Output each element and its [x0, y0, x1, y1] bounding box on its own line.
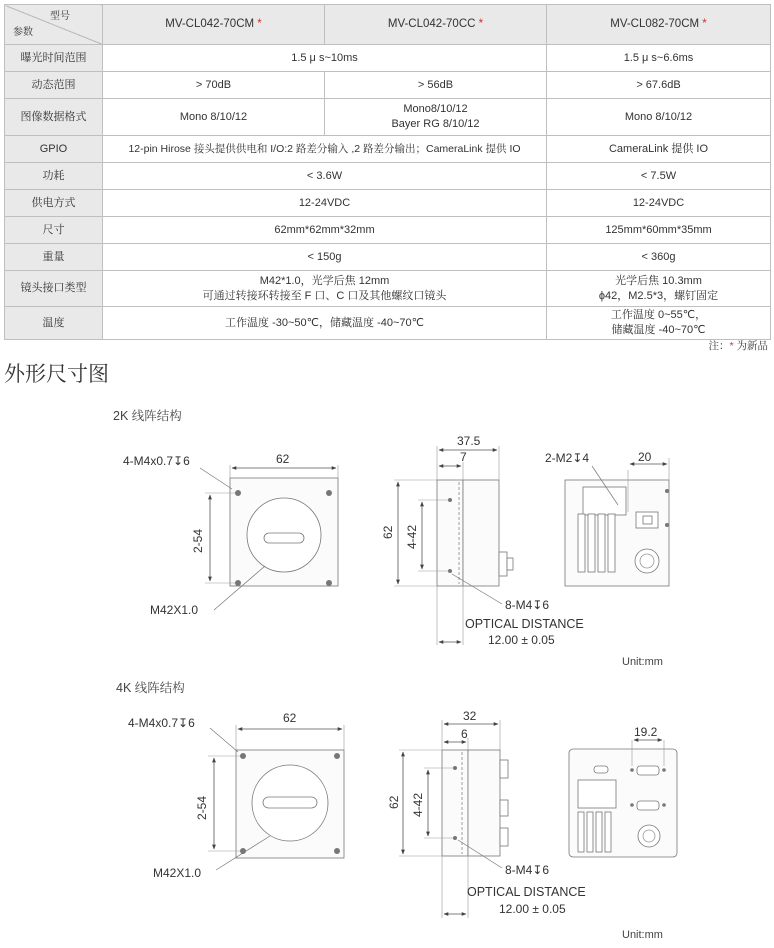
front-mount-2k: M42X1.0: [150, 603, 199, 617]
param-label: 曝光时间范围: [5, 45, 103, 72]
value-line: M42*1.0，光学后焦 12mm: [259, 274, 390, 287]
side-height-4k: 62: [387, 795, 401, 809]
corner-model-label: 型号: [50, 11, 70, 22]
new-star: *: [478, 18, 484, 30]
drawing-2k: [200, 446, 669, 645]
rear-dim-4k: 19.2: [634, 725, 658, 739]
side-hole-4k: 8-M4↧6: [505, 863, 550, 877]
side-flange-2k: 7: [460, 450, 467, 464]
value-line: 可通过转接环转接至 F 口、C 口及其他螺纹口镜头: [202, 289, 447, 302]
param-label: 镜头接口类型: [5, 271, 103, 307]
front-mount-4k: M42X1.0: [153, 866, 202, 880]
value-cell: < 7.5W: [547, 163, 771, 190]
new-star: *: [257, 18, 262, 30]
model-name: MV-CL082-70CM: [610, 18, 700, 30]
value-line: 光学后焦 10.3mm: [615, 274, 702, 287]
side-hole-2k: 8-M4↧6: [505, 598, 550, 612]
side-flange-4k: 6: [461, 727, 468, 741]
value-cell: > 70dB: [103, 72, 325, 99]
value-cell: 12-pin Hirose 接头提供供电和 I/O:2 路差分输入 ,2 路差分输出；CameraLink 提供 IO: [103, 136, 547, 163]
value-cell: 125mm*60mm*35mm: [547, 217, 771, 244]
drawing-4k-title: 4K 线阵结构: [116, 681, 185, 695]
section-title: 外形尺寸图: [4, 363, 109, 386]
value-line: ϕ42，M2.5*3，螺钉固定: [598, 289, 719, 302]
model-name: MV-CL042-70CM: [165, 18, 255, 30]
side-pitch-4k: 4-42: [411, 792, 425, 817]
value-cell: > 56dB: [325, 72, 547, 99]
optical-label-4k: OPTICAL DISTANCE: [467, 885, 586, 899]
param-label: 供电方式: [5, 190, 103, 217]
front-width-2k: 62: [276, 452, 290, 466]
value-cell: 1.5 μ s~10ms: [103, 45, 547, 72]
value-line: 储藏温度 -40~70℃: [611, 324, 706, 336]
optical-label-2k: OPTICAL DISTANCE: [465, 617, 584, 631]
value-cell: Mono 8/10/12: [547, 99, 771, 136]
value-line: Mono8/10/12: [403, 103, 468, 115]
param-label: 重量: [5, 244, 103, 271]
note-prefix: 注：: [708, 340, 730, 352]
front-hole-2k: 4-M4x0.7↧6: [123, 454, 190, 468]
unit-label-2k: Unit:mm: [622, 656, 663, 668]
rear-view-2k: [565, 458, 669, 586]
front-hole-4k: 4-M4x0.7↧6: [128, 716, 195, 730]
value-line: Bayer RG 8/10/12: [391, 118, 480, 130]
rear-view-4k: [569, 740, 677, 857]
optical-value-4k: 12.00 ± 0.05: [499, 902, 566, 916]
param-label: 功耗: [5, 163, 103, 190]
side-total-2k: 37.5: [457, 434, 481, 448]
new-star: *: [702, 18, 707, 30]
value-cell: < 360g: [547, 244, 771, 271]
value-cell: CameraLink 提供 IO: [547, 136, 771, 163]
front-pitch-2k: 2-54: [191, 528, 205, 553]
side-height-2k: 62: [381, 525, 395, 539]
front-view-2k: [200, 465, 338, 610]
model-name: MV-CL042-70CC: [387, 18, 476, 30]
side-total-4k: 32: [463, 709, 477, 723]
rear-hole-2k: 2-M2↧4: [545, 451, 590, 465]
value-cell: 62mm*62mm*32mm: [103, 217, 547, 244]
rear-dim-2k: 20: [638, 450, 652, 464]
note-text: 为新品: [733, 340, 768, 352]
value-cell: 1.5 μ s~6.6ms: [547, 45, 771, 72]
unit-label-4k: Unit:mm: [622, 929, 663, 941]
param-label: 图像数据格式: [5, 99, 103, 136]
value-cell: < 3.6W: [103, 163, 547, 190]
value-cell: > 67.6dB: [547, 72, 771, 99]
optical-value-2k: 12.00 ± 0.05: [488, 633, 555, 647]
param-label: 动态范围: [5, 72, 103, 99]
new-star: *: [729, 340, 734, 352]
value-cell: 12-24VDC: [547, 190, 771, 217]
value-cell: 工作温度 -30~50℃，储藏温度 -40~70℃: [103, 307, 547, 340]
drawing-4k: [208, 720, 677, 918]
side-pitch-2k: 4-42: [405, 524, 419, 549]
front-view-4k: [208, 725, 344, 870]
param-label: GPIO: [5, 136, 103, 163]
front-width-4k: 62: [283, 711, 297, 725]
value-line: 工作温度 0~55℃，: [610, 309, 707, 321]
param-label: 尺寸: [5, 217, 103, 244]
front-pitch-4k: 2-54: [195, 795, 209, 820]
value-cell: < 150g: [103, 244, 547, 271]
drawing-2k-title: 2K 线阵结构: [113, 409, 182, 423]
corner-param-label: 参数: [13, 27, 33, 38]
value-cell: 12-24VDC: [103, 190, 547, 217]
param-label: 温度: [5, 307, 103, 340]
value-cell: Mono 8/10/12: [103, 99, 325, 136]
